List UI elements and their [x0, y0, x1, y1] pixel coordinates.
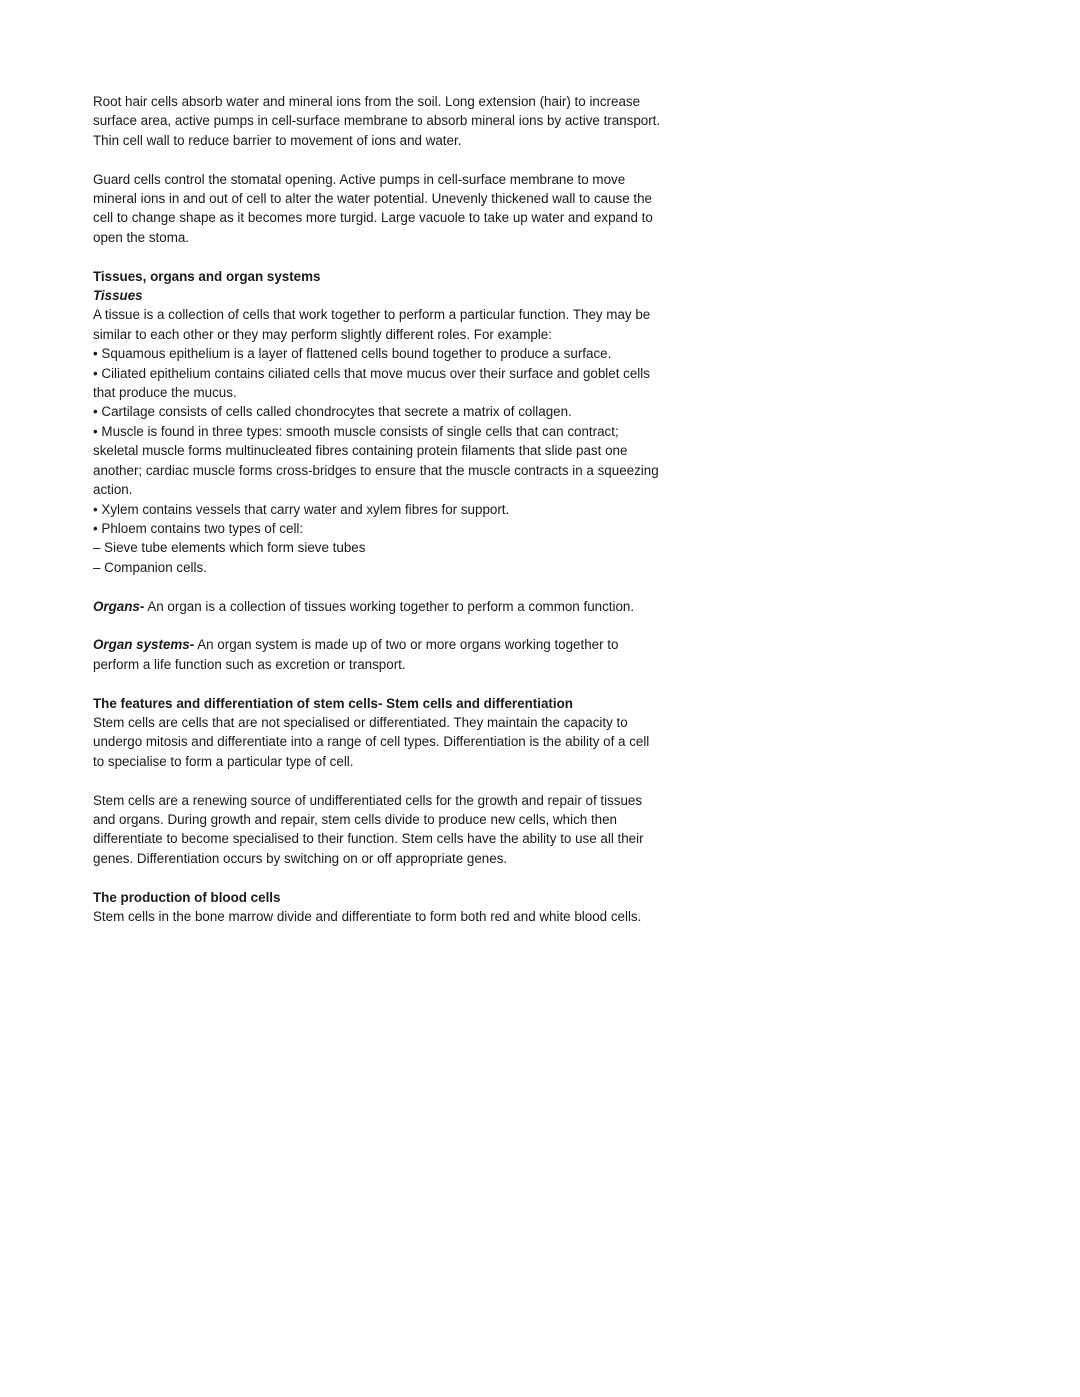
text-line: cell to change shape as it becomes more turgid. Large vacuole to take up water and expand to	[93, 210, 653, 226]
organ-systems-paragraph	[93, 635, 703, 674]
text-line: open the stoma.	[93, 229, 190, 245]
spacer	[93, 674, 703, 693]
document-page	[93, 92, 703, 926]
section-subheading: Tissues	[93, 288, 143, 304]
bullet-item: • Muscle is found in three types: smooth muscle consists of single cells that can contract;	[93, 423, 619, 439]
sub-item: – Companion cells.	[93, 559, 207, 575]
spacer	[93, 577, 703, 596]
blood-cells-section	[93, 888, 703, 927]
spacer	[93, 868, 703, 887]
text-line: Thin cell wall to reduce barrier to movement of ions and water.	[93, 132, 462, 148]
section-heading: Tissues, organs and organ systems	[93, 268, 321, 284]
text-line: genes. Differentiation occurs by switching on or off appropriate genes.	[93, 850, 508, 866]
text-line: differentiate to become specialised to their function. Stem cells have the ability to use all their	[93, 831, 644, 847]
bullet-item: • Cartilage consists of cells called chondrocytes that secrete a matrix of collagen.	[93, 404, 572, 420]
guard-cells-paragraph	[93, 170, 703, 248]
text-line: similar to each other or they may perform slightly different roles. For example:	[93, 326, 552, 342]
text-line: action.	[93, 482, 133, 498]
bullet-item: • Xylem contains vessels that carry water and xylem fibres for support.	[93, 501, 510, 517]
text-line: surface area, active pumps in cell-surface membrane to absorb mineral ions by active transport.	[93, 113, 661, 129]
bullet-item: • Ciliated epithelium contains ciliated cells that move mucus over their surface and goblet cells	[93, 365, 650, 381]
stem-cells-section	[93, 694, 703, 869]
sub-item: – Sieve tube elements which form sieve tubes	[93, 540, 366, 556]
text-line: Root hair cells absorb water and mineral ions from the soil. Long extension (hair) to increase	[93, 94, 641, 109]
text-line: mineral ions in and out of cell to alter the water potential. Unevenly thickened wall to cause the	[93, 191, 653, 207]
text-line: undergo mitosis and differentiate into a range of cell types. Differentiation is the ability of a cell	[93, 734, 650, 750]
organ-systems-label: Organ systems-	[93, 637, 195, 653]
section-heading: The production of blood cells	[93, 889, 281, 905]
tissues-section	[93, 267, 703, 578]
root-hair-paragraph	[93, 92, 703, 150]
text-line: Guard cells control the stomatal opening. Active pumps in cell-surface membrane to move	[93, 171, 626, 187]
text-line: that produce the mucus.	[93, 385, 237, 401]
spacer	[93, 771, 703, 790]
text-line: and organs. During growth and repair, stem cells divide to produce new cells, which then	[93, 811, 618, 827]
organs-label: Organs-	[93, 598, 145, 614]
text-line: Stem cells in the bone marrow divide and differentiate to form both red and white blood cells.	[93, 908, 642, 924]
spacer	[93, 247, 703, 266]
organs-paragraph	[93, 597, 703, 616]
section-heading: The features and differentiation of stem cells- Stem cells and differentiation	[93, 695, 573, 711]
text-line	[93, 635, 703, 654]
text-line: perform a life function such as excretion or transport.	[93, 656, 406, 672]
text-line: Stem cells are a renewing source of undifferentiated cells for the growth and repair of tissues	[93, 792, 643, 808]
bullet-item: • Phloem contains two types of cell:	[93, 520, 304, 536]
organ-systems-text: An organ system is made up of two or more organs working together to	[194, 637, 619, 653]
spacer	[93, 616, 703, 635]
text-line: Stem cells are cells that are not specialised or differentiated. They maintain the capacity to	[93, 714, 628, 730]
text-line: skeletal muscle forms multinucleated fibres containing protein filaments that slide past one	[93, 443, 628, 459]
bullet-item: • Squamous epithelium is a layer of flattened cells bound together to produce a surface.	[93, 346, 612, 362]
text-line: to specialise to form a particular type of cell.	[93, 753, 354, 769]
text-line: another; cardiac muscle forms cross-bridges to ensure that the muscle contracts in a squeezing	[93, 462, 659, 478]
spacer	[93, 150, 703, 169]
text-line: A tissue is a collection of cells that work together to perform a particular function. They may be	[93, 307, 651, 323]
organs-text: An organ is a collection of tissues working together to perform a common function.	[144, 598, 635, 614]
